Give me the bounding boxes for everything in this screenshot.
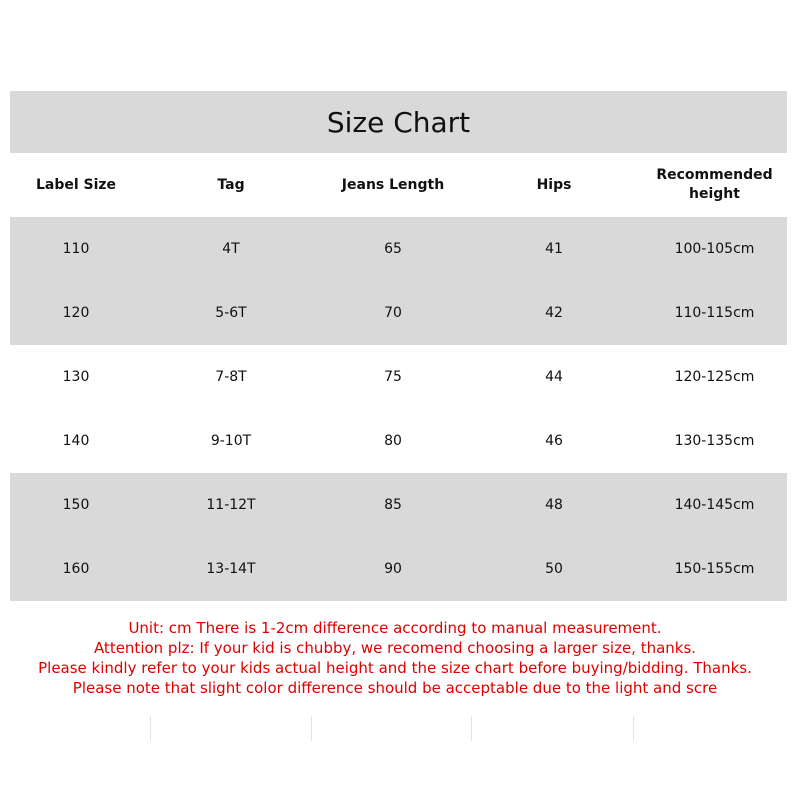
table-row bbox=[10, 281, 787, 345]
cell-jeans-length: 65 bbox=[384, 240, 402, 257]
divider bbox=[633, 716, 634, 741]
header-row bbox=[10, 153, 787, 217]
note-line: Attention plz: If your kid is chubby, we recomend choosing a larger size, thanks. bbox=[93, 639, 697, 657]
header-recommended-height: Recommended height bbox=[656, 167, 773, 202]
cell-label-size: 150 bbox=[62, 496, 90, 513]
header-hips: Hips bbox=[536, 176, 572, 193]
cell-jeans-length: 90 bbox=[384, 560, 402, 577]
cell-recommended-height: 150-155cm bbox=[674, 560, 755, 577]
cell-hips: 48 bbox=[545, 496, 563, 513]
notes-block bbox=[0, 618, 790, 698]
cell-recommended-height: 120-125cm bbox=[674, 368, 755, 385]
size-chart-table bbox=[10, 91, 787, 601]
cell-tag: 11-12T bbox=[206, 496, 256, 513]
table-row bbox=[10, 217, 787, 281]
table-row bbox=[10, 537, 787, 601]
cell-recommended-height: 100-105cm bbox=[674, 240, 755, 257]
cell-label-size: 160 bbox=[62, 560, 90, 577]
cell-label-size: 130 bbox=[62, 368, 90, 385]
cell-jeans-length: 75 bbox=[384, 368, 402, 385]
cell-tag: 13-14T bbox=[206, 560, 256, 577]
cell-jeans-length: 80 bbox=[384, 432, 402, 449]
header-jeans-length: Jeans Length bbox=[341, 176, 445, 193]
table-row bbox=[10, 473, 787, 537]
cell-recommended-height: 110-115cm bbox=[674, 304, 755, 321]
cell-tag: 7-8T bbox=[215, 368, 247, 385]
divider bbox=[150, 716, 151, 741]
cell-label-size: 140 bbox=[62, 432, 90, 449]
chart-title: Size Chart bbox=[10, 91, 787, 153]
header-tag: Tag bbox=[217, 176, 245, 193]
table-row bbox=[10, 409, 787, 473]
cell-label-size: 120 bbox=[62, 304, 90, 321]
note-line: Unit: cm There is 1-2cm difference according to manual measurement. bbox=[128, 619, 662, 637]
cell-hips: 46 bbox=[545, 432, 563, 449]
cell-hips: 41 bbox=[545, 240, 563, 257]
cell-recommended-height: 140-145cm bbox=[674, 496, 755, 513]
cell-jeans-length: 70 bbox=[384, 304, 402, 321]
divider bbox=[471, 716, 472, 741]
cell-tag: 9-10T bbox=[210, 432, 252, 449]
note-line: Please kindly refer to your kids actual height and the size chart before buying/bidding. Thanks. bbox=[38, 659, 752, 677]
cell-recommended-height: 130-135cm bbox=[674, 432, 755, 449]
divider-strip bbox=[0, 716, 800, 741]
cell-hips: 42 bbox=[545, 304, 563, 321]
divider bbox=[311, 716, 312, 741]
header-label-size: Label Size bbox=[35, 176, 117, 193]
cell-tag: 4T bbox=[222, 240, 240, 257]
cell-tag: 5-6T bbox=[215, 304, 247, 321]
cell-jeans-length: 85 bbox=[384, 496, 402, 513]
table-row bbox=[10, 345, 787, 409]
note-line: Please note that slight color difference should be acceptable due to the light and scre bbox=[72, 679, 718, 697]
cell-hips: 50 bbox=[545, 560, 563, 577]
cell-hips: 44 bbox=[545, 368, 563, 385]
cell-label-size: 110 bbox=[62, 240, 90, 257]
